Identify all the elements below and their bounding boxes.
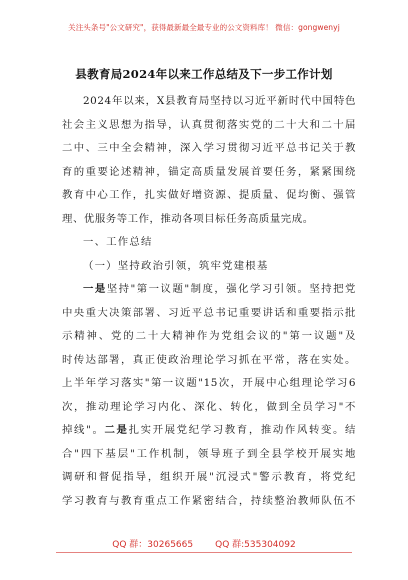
para1-line-9: 调研和督促指导，组织开展"沉浸式"警示教育，将党纪: [62, 471, 356, 483]
para1-line-5: 上半年学习落实"第一议题"15次，开展中心组理论学习6: [62, 377, 356, 389]
header-banner: 关注头条号"公文研究"，获得最新最全最专业的公文资料库！ 微信：gongwenyj: [68, 23, 340, 32]
footer-contact: [0, 537, 408, 550]
subsection-heading: （一）坚持政治引领，筑牢党建根基: [83, 259, 269, 272]
intro-line-4: 育的重要论述精神，锚定高质量发展首要任务，紧紧围绕: [62, 165, 356, 178]
intro-line-6: 理、优服务等工作，推动各项目标任务高质量完成。: [62, 212, 314, 225]
para1-line-7a: 掉线"。: [62, 424, 105, 436]
section-heading: 一、工作总结: [83, 236, 153, 248]
para1-lead-bold: 一是: [83, 283, 107, 295]
intro-line-1: 2024年以来，X县教育局坚持以习近平新时代中国特色: [83, 95, 356, 107]
para1-line-7b: 扎实开展党纪学习教育，推动作风转变。结: [128, 424, 356, 436]
para1-line-10: 学习教育与教育重点工作紧密结合，持续整治教师队伍不: [62, 494, 356, 507]
intro-line-3: 二中、三中全会精神，深入学习贯彻习近平总书记关于教: [62, 142, 356, 154]
para1-line-3: 示精神、党的二十大精神作为党组会议的"第一议题"及: [62, 330, 356, 342]
para1-lead-bold-2: 二是: [104, 424, 129, 436]
para1-line-7: [62, 419, 356, 443]
para1-line-6: 次，推动理论学习内化、深化、转化，做到全员学习"不: [62, 400, 356, 413]
para1-line-2: 中央重大决策部署、习近平总书记重要讲话和重要指示批: [62, 306, 356, 319]
para1-line-1: [62, 278, 356, 302]
intro-line-2: 社会主义思想为指导，认真贯彻落实党的二十大和二十届: [62, 118, 356, 131]
footer-qq-2: QQ 群:535304092: [215, 540, 296, 550]
document-title: 县教育局2024年以来工作总结及下一步工作计划: [75, 67, 333, 81]
para1-line-8: 合"四下基层"工作机制，领导班子到全县学校开展实地: [62, 447, 356, 460]
intro-line-5: 教育中心工作，扎实做好增资源、提质量、促均衡、强管: [62, 189, 356, 201]
footer-qq-1: QQ 群：30265665: [112, 540, 194, 550]
para1-line-4: 时传达部署，真正使政治理论学习抓在平常，落在实处。: [62, 353, 356, 366]
document-body: [62, 90, 356, 513]
para1-line-1-text: 坚持"第一议题"制度，强化学习引领。坚持把党: [106, 283, 356, 295]
footer-underline: [56, 552, 352, 553]
